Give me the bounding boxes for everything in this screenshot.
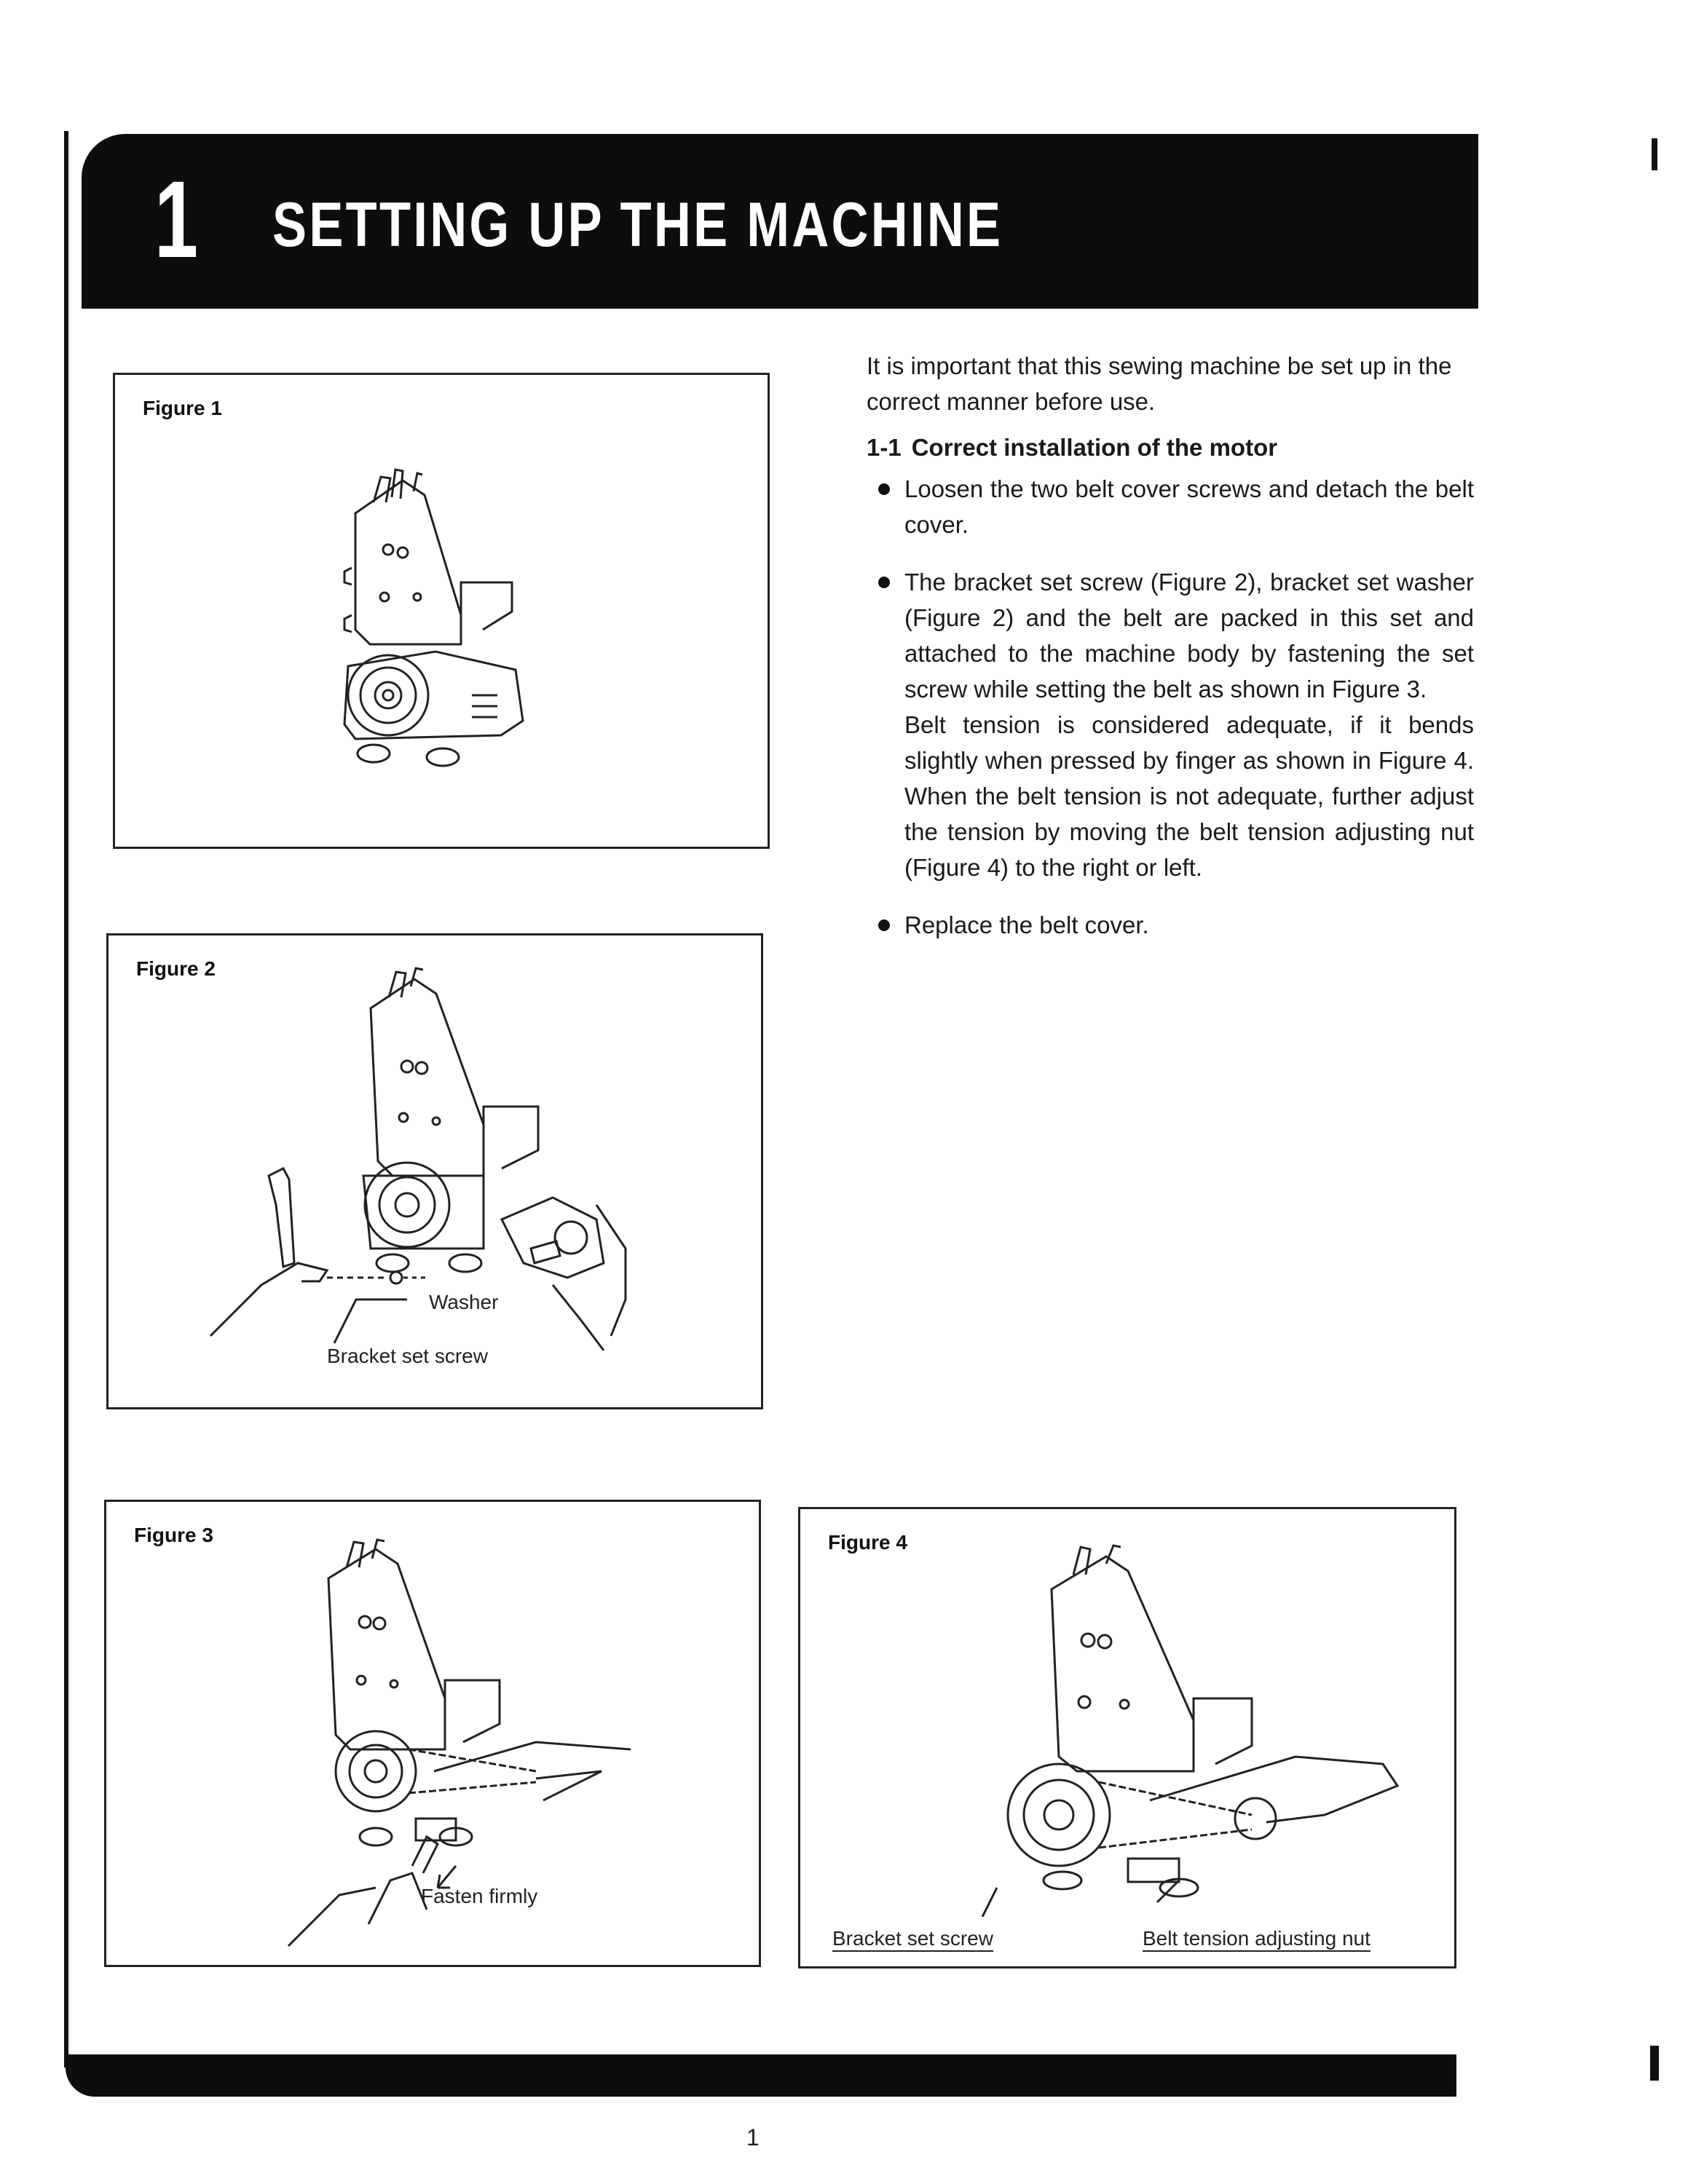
list-item	[867, 471, 1474, 542]
figure-3-caption: Figure 3	[134, 1524, 213, 1546]
instruction-list	[867, 471, 1474, 943]
belt-tension-adjusting-nut-label: Belt tension adjusting nut	[1143, 1927, 1370, 1952]
right-edge-mark-bottom	[1650, 2046, 1659, 2081]
page-frame-left-rule	[64, 131, 68, 2068]
bracket-set-screw-label: Bracket set screw	[327, 1345, 488, 1367]
instructions-column	[867, 348, 1474, 965]
page-number: 1	[746, 2124, 760, 2151]
bullet-icon	[878, 483, 890, 495]
machine-with-wrench-illustration	[159, 957, 735, 1387]
list-item	[867, 564, 1474, 885]
list-item	[867, 907, 1474, 943]
list-item-text: Loosen the two belt cover screws and detach the belt cover.	[904, 475, 1474, 538]
fasten-firmly-label: Fasten firmly	[421, 1885, 538, 1907]
bullet-icon	[878, 919, 890, 931]
chapter-number: 1	[154, 158, 199, 280]
figure-1	[113, 373, 770, 849]
figure-2-caption: Figure 2	[136, 957, 216, 980]
intro-paragraph: It is important that this sewing machine be set up in the correct manner before use.	[867, 352, 1452, 415]
right-edge-mark-top	[1652, 138, 1657, 170]
figure-3	[104, 1500, 761, 1967]
figure-1-caption: Figure 1	[143, 397, 222, 419]
machine-illustration	[304, 462, 654, 812]
chapter-title: SETTING UP THE MACHINE	[272, 190, 1003, 260]
list-item-text: Replace the belt cover.	[904, 911, 1149, 938]
list-item-text: The bracket set screw (Figure 2), bracket set washer (Figure 2) and the belt are packed in this set and attached to the machine body by fastening the set screw while setting the belt as shown in Figure 3. Belt tension is considered adequate, if it bends slightly when pressed by finger as shown in Figure 4. When the belt tension is not adequate, further adjust the tension by moving the belt tension adjusting nut (Figure 4) to the right or left.	[904, 569, 1474, 881]
figure-4-caption: Figure 4	[828, 1531, 907, 1554]
section-title: Correct installation of the motor	[911, 434, 1278, 461]
section-heading	[867, 430, 1474, 465]
belt-tension-illustration	[888, 1538, 1441, 1917]
washer-label: Washer	[429, 1291, 499, 1313]
bullet-icon	[878, 577, 890, 588]
figure-2	[106, 933, 763, 1409]
footer-bar	[66, 2054, 1456, 2097]
section-number: 1-1	[867, 434, 902, 461]
bracket-set-screw-label-fig4: Bracket set screw	[832, 1927, 993, 1952]
chapter-title-bar	[82, 134, 1478, 309]
figure-4	[798, 1507, 1456, 1969]
